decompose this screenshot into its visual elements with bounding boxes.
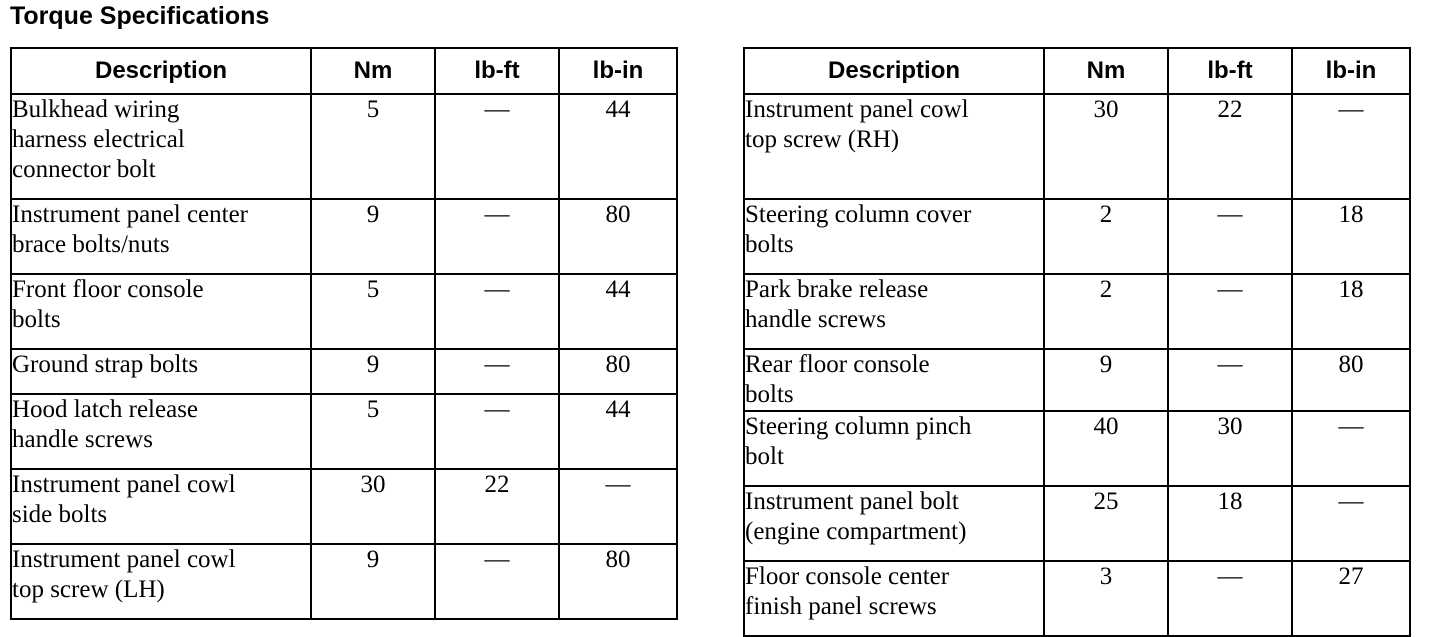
description-line: bolt (745, 443, 784, 470)
header-nm: Nm (311, 48, 435, 94)
description-cell (744, 411, 1044, 486)
description-line: (engine compartment) (745, 518, 967, 545)
lbft-cell: — (435, 199, 559, 274)
nm-cell: 5 (311, 394, 435, 469)
description-line: Instrument panel cowl (12, 546, 236, 573)
description-cell (11, 394, 311, 469)
description-line: Instrument panel bolt (745, 488, 959, 515)
description-line: Instrument panel center (12, 201, 249, 228)
description-cell (744, 561, 1044, 636)
description-line: side bolts (12, 501, 108, 528)
description-line: top screw (LH) (12, 576, 165, 603)
description-line: handle screws (12, 426, 153, 453)
lbin-cell: 44 (559, 94, 677, 199)
lbin-cell: 80 (559, 199, 677, 274)
description-line: Instrument panel cowl (745, 96, 969, 123)
nm-cell: 5 (311, 274, 435, 349)
torque-table-left (10, 47, 678, 620)
nm-cell: 40 (1044, 411, 1168, 486)
description-line: Rear floor console (745, 351, 930, 378)
header-description: Description (11, 48, 311, 94)
table-row (11, 349, 677, 394)
description-cell (11, 274, 311, 349)
description-cell (744, 349, 1044, 411)
table-row (11, 94, 677, 199)
description-line: Park brake release (745, 276, 929, 303)
nm-cell: 25 (1044, 486, 1168, 561)
nm-cell: 2 (1044, 274, 1168, 349)
lbft-cell: — (435, 274, 559, 349)
lbin-cell: — (1292, 411, 1410, 486)
table-row (11, 199, 677, 274)
table-row (744, 349, 1410, 411)
header-nm: Nm (1044, 48, 1168, 94)
table-row (744, 94, 1410, 199)
nm-cell: 9 (311, 199, 435, 274)
lbin-cell: 18 (1292, 199, 1410, 274)
table-row (744, 411, 1410, 486)
nm-cell: 9 (311, 544, 435, 619)
table-header-row (744, 48, 1410, 94)
lbft-cell: — (1168, 349, 1292, 411)
table-row (744, 486, 1410, 561)
lbft-cell: 30 (1168, 411, 1292, 486)
lbin-cell: 80 (559, 544, 677, 619)
lbin-cell: — (1292, 486, 1410, 561)
table-row (744, 274, 1410, 349)
nm-cell: 9 (311, 349, 435, 394)
description-cell (11, 349, 311, 394)
description-cell (744, 274, 1044, 349)
description-line: Ground strap bolts (12, 351, 199, 378)
nm-cell: 30 (1044, 94, 1168, 199)
table-row (744, 199, 1410, 274)
description-cell (11, 94, 311, 199)
description-cell (744, 199, 1044, 274)
nm-cell: 3 (1044, 561, 1168, 636)
description-line: connector bolt (12, 156, 156, 183)
lbin-cell: — (559, 469, 677, 544)
nm-cell: 9 (1044, 349, 1168, 411)
header-description: Description (744, 48, 1044, 94)
header-lbft: lb-ft (435, 48, 559, 94)
torque-table-right (743, 47, 1411, 637)
lbin-cell: 80 (559, 349, 677, 394)
table-row (11, 274, 677, 349)
page-title: Torque Specifications (10, 2, 270, 30)
lbft-cell: 18 (1168, 486, 1292, 561)
lbin-cell: 27 (1292, 561, 1410, 636)
description-line: harness electrical (12, 126, 185, 153)
description-line: Front floor console (12, 276, 204, 303)
description-line: Bulkhead wiring (12, 96, 180, 123)
lbft-cell: — (435, 544, 559, 619)
lbin-cell: 80 (1292, 349, 1410, 411)
table-row (11, 469, 677, 544)
header-lbin: lb-in (1292, 48, 1410, 94)
header-lbft: lb-ft (1168, 48, 1292, 94)
lbin-cell: — (1292, 94, 1410, 199)
header-lbin: lb-in (559, 48, 677, 94)
lbin-cell: 18 (1292, 274, 1410, 349)
nm-cell: 5 (311, 94, 435, 199)
table-header-row (11, 48, 677, 94)
lbin-cell: 44 (559, 394, 677, 469)
description-line: finish panel screws (745, 593, 937, 620)
description-line: Steering column pinch (745, 413, 972, 440)
description-line: Instrument panel cowl (12, 471, 236, 498)
description-line: bolts (745, 381, 794, 408)
description-line: handle screws (745, 306, 886, 333)
lbft-cell: — (435, 349, 559, 394)
description-line: brace bolts/nuts (12, 231, 170, 258)
description-line: Hood latch release (12, 396, 199, 423)
lbin-cell: 44 (559, 274, 677, 349)
description-cell (11, 469, 311, 544)
description-line: top screw (RH) (745, 126, 900, 153)
description-line: Steering column cover (745, 201, 972, 228)
nm-cell: 2 (1044, 199, 1168, 274)
table-row (744, 561, 1410, 636)
description-cell (11, 199, 311, 274)
description-line: bolts (12, 306, 61, 333)
description-cell (744, 94, 1044, 199)
description-cell (744, 486, 1044, 561)
lbft-cell: — (435, 94, 559, 199)
description-line: bolts (745, 231, 794, 258)
lbft-cell: 22 (435, 469, 559, 544)
lbft-cell: 22 (1168, 94, 1292, 199)
lbft-cell: — (1168, 199, 1292, 274)
description-cell (11, 544, 311, 619)
lbft-cell: — (435, 394, 559, 469)
lbft-cell: — (1168, 561, 1292, 636)
table-row (11, 544, 677, 619)
table-row (11, 394, 677, 469)
description-line: Floor console center (745, 563, 950, 590)
lbft-cell: — (1168, 274, 1292, 349)
nm-cell: 30 (311, 469, 435, 544)
